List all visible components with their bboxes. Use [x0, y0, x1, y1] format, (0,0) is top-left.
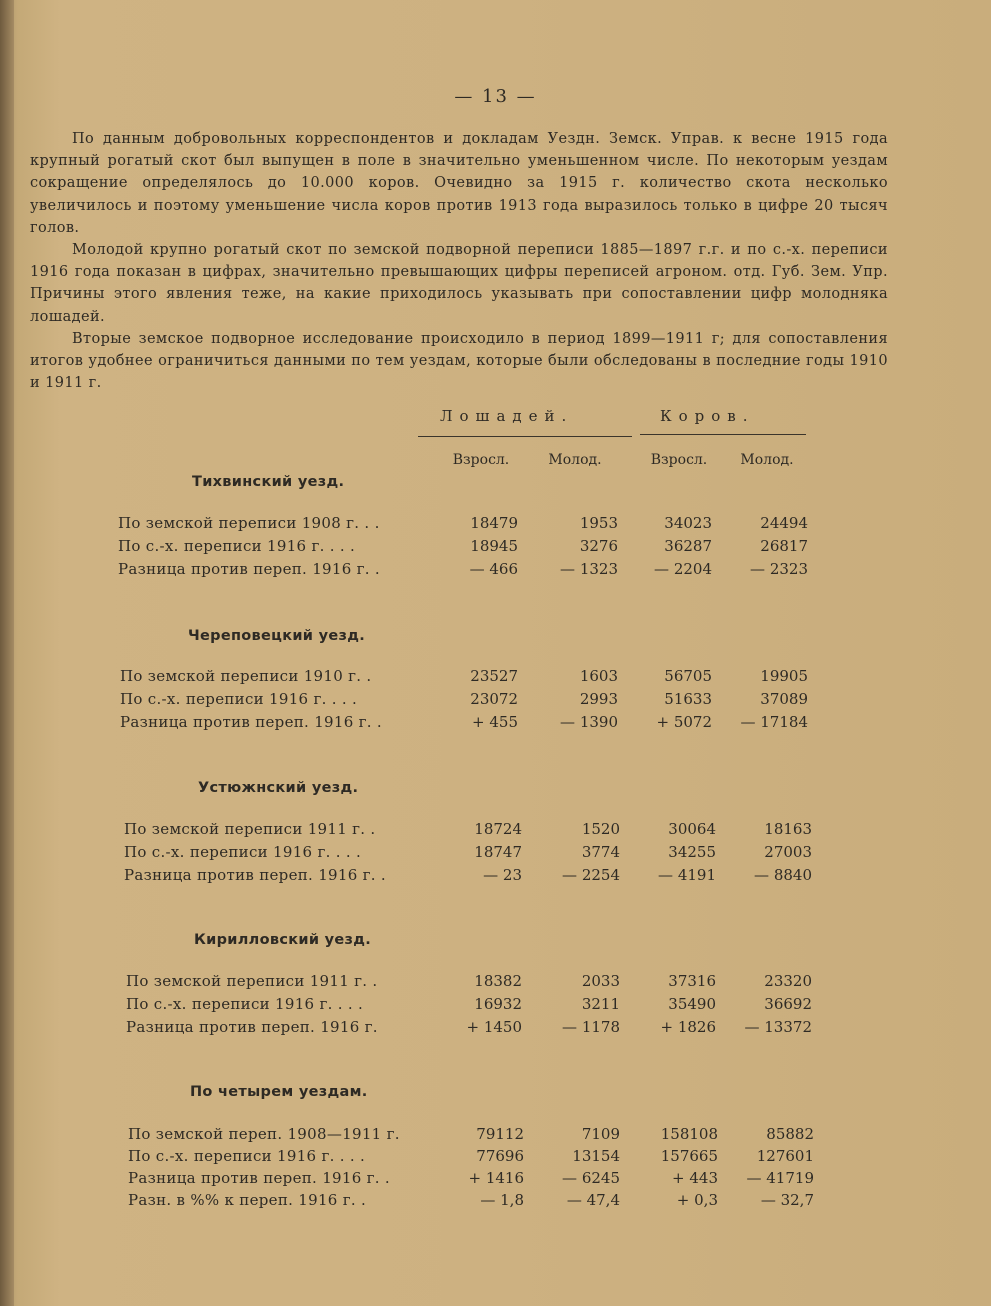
table-row: [0, 1191, 991, 1213]
cell-cows-young: — 41719: [746, 1169, 814, 1187]
cell-cows-adult: + 443: [672, 1169, 718, 1187]
cell-horses-young: 3276: [579, 537, 618, 555]
cell-horses-adult: 79112: [476, 1125, 524, 1143]
row-label: По земской переписи 1911 г. .: [124, 820, 376, 838]
cell-horses-young: — 1178: [562, 1018, 620, 1036]
intro-paragraph: Вторые земское подворное исследование происходило в период 1899—1911 г; для сопоставления итогов удобнее ограничиться данными по тем уездам, которые были обследованы в последние годы 1910 и 1911 г.: [30, 330, 888, 392]
row-label: По с.-х. переписи 1916 г. . . .: [120, 690, 358, 708]
row-label: По с.-х. переписи 1916 г. . . .: [124, 843, 362, 861]
table-row: [0, 713, 991, 735]
cell-cows-young: 18163: [764, 820, 812, 838]
cell-cows-young: — 2323: [750, 560, 808, 578]
row-label: По с.-х. переписи 1916 г. . . .: [128, 1147, 366, 1165]
cell-cows-adult: 30064: [668, 820, 716, 838]
cell-horses-adult: 18724: [474, 820, 522, 838]
row-label: Разница против переп. 1916 г. .: [124, 866, 386, 884]
cell-cows-adult: + 1826: [660, 1018, 716, 1036]
cell-cows-young: — 13372: [744, 1018, 812, 1036]
table-row: [0, 1125, 991, 1147]
cell-horses-adult: 18747: [474, 843, 522, 861]
cell-cows-adult: + 0,3: [676, 1191, 718, 1209]
cell-cows-adult: 56705: [664, 667, 712, 685]
intro-text: [30, 128, 888, 394]
cell-horses-adult: 16932: [474, 995, 522, 1013]
cell-horses-young: 1520: [581, 820, 620, 838]
cell-cows-adult: 34255: [668, 843, 716, 861]
table-row: [0, 537, 991, 559]
cell-horses-young: 1953: [579, 514, 618, 532]
table-row: [0, 820, 991, 842]
cell-cows-adult: 36287: [664, 537, 712, 555]
cell-horses-young: 7109: [581, 1125, 620, 1143]
cell-cows-young: 27003: [764, 843, 812, 861]
row-label: Разница против переп. 1916 г. .: [120, 713, 382, 731]
cell-horses-young: — 2254: [562, 866, 620, 884]
row-label: Разница против переп. 1916 г.: [126, 1018, 378, 1036]
table-row: [0, 514, 991, 536]
cell-horses-young: 1603: [579, 667, 618, 685]
row-label: По с.-х. переписи 1916 г. . . .: [118, 537, 356, 555]
table-row: [0, 995, 991, 1017]
table-row: [0, 1147, 991, 1169]
section-title: Череповецкий уезд.: [188, 628, 366, 644]
cell-cows-young: 37089: [760, 690, 808, 708]
table-row: [0, 690, 991, 712]
row-label: По с.-х. переписи 1916 г. . . .: [126, 995, 364, 1013]
cell-horses-young: 13154: [572, 1147, 620, 1165]
cell-horses-adult: 77696: [476, 1147, 524, 1165]
row-label: Разница против переп. 1916 г. .: [118, 560, 380, 578]
table-row: [0, 667, 991, 689]
row-label: По земской переписи 1911 г. .: [126, 972, 378, 990]
cell-horses-adult: — 1,8: [480, 1191, 524, 1209]
section-title: Устюжнский уезд.: [198, 780, 359, 796]
cell-cows-adult: 51633: [664, 690, 712, 708]
table-row: [0, 843, 991, 865]
row-label: По земской переп. 1908—1911 г.: [128, 1125, 400, 1143]
cell-horses-young: 3211: [581, 995, 620, 1013]
cell-horses-adult: — 23: [483, 866, 522, 884]
cell-cows-adult: — 4191: [658, 866, 716, 884]
column-cows-young: Молод.: [740, 452, 794, 468]
cell-horses-adult: 23072: [470, 690, 518, 708]
book-spine-shadow: [0, 0, 14, 1306]
table-row: [0, 1018, 991, 1040]
table-row: [0, 560, 991, 582]
row-label: Разница против переп. 1916 г. .: [128, 1169, 390, 1187]
cell-horses-adult: 23527: [470, 667, 518, 685]
cell-horses-young: — 47,4: [566, 1191, 620, 1209]
row-label: По земской переписи 1908 г. . .: [118, 514, 380, 532]
header-rule-cows: [640, 434, 806, 435]
cell-cows-young: 85882: [766, 1125, 814, 1143]
cell-cows-young: 19905: [760, 667, 808, 685]
cell-horses-young: — 6245: [562, 1169, 620, 1187]
cell-cows-adult: 35490: [668, 995, 716, 1013]
cell-horses-adult: 18382: [474, 972, 522, 990]
cell-cows-young: 23320: [764, 972, 812, 990]
cell-cows-young: 24494: [760, 514, 808, 532]
table-row: [0, 866, 991, 888]
cell-cows-adult: — 2204: [654, 560, 712, 578]
table-row: [0, 1169, 991, 1191]
intro-paragraph: По данным добровольных корреспондентов и докладам Уездн. Земск. Управ. к весне 1915 года крупный рогатый скот был выпущен в поле в значительно уменьшенном числе. По некоторым уездам сокращение определялось до 10.000 коров. Очевидно за 1915 г. количество скота несколько увеличилось и поэтому уменьшение числа коров против 1913 года выразилось только в цифре 20 тысяч голов.: [30, 131, 888, 236]
cell-horses-adult: + 1450: [466, 1018, 522, 1036]
cell-horses-young: — 1323: [560, 560, 618, 578]
column-group-horses: Лошадей.: [440, 407, 574, 425]
cell-cows-adult: 157665: [660, 1147, 718, 1165]
cell-cows-adult: 34023: [664, 514, 712, 532]
cell-cows-adult: 158108: [660, 1125, 718, 1143]
cell-cows-young: 127601: [756, 1147, 814, 1165]
cell-cows-young: 26817: [760, 537, 808, 555]
column-group-cows: Коров.: [660, 407, 755, 425]
row-label: По земской переписи 1910 г. .: [120, 667, 372, 685]
column-horses-young: Молод.: [548, 452, 602, 468]
cell-horses-adult: — 466: [469, 560, 518, 578]
column-horses-adult: Взросл.: [452, 452, 510, 468]
intro-paragraph: Молодой крупно рогатый скот по земской подворной переписи 1885—1897 г.г. и по с.-х. переписи 1916 года показан в цифрах, значительно превышающих цифры переписей агроном. отд. Губ. Зем. Упр. Причины этого явления теже, на какие приходилось указывать при сопоставлении цифр молодняка лошадей.: [30, 242, 888, 325]
column-cows-adult: Взросл.: [650, 452, 708, 468]
cell-horses-adult: + 455: [472, 713, 518, 731]
section-title: По четырем уездам.: [190, 1084, 368, 1100]
cell-cows-adult: 37316: [668, 972, 716, 990]
cell-cows-young: 36692: [764, 995, 812, 1013]
section-title: Тихвинский уезд.: [192, 474, 345, 490]
cell-horses-adult: 18945: [470, 537, 518, 555]
cell-horses-young: 3774: [581, 843, 620, 861]
cell-horses-young: — 1390: [560, 713, 618, 731]
page-number: — 13 —: [454, 86, 537, 107]
cell-horses-adult: 18479: [470, 514, 518, 532]
header-rule-horses: [418, 436, 632, 437]
cell-cows-young: — 17184: [740, 713, 808, 731]
cell-cows-young: — 32,7: [760, 1191, 814, 1209]
cell-horses-young: 2993: [579, 690, 618, 708]
section-title: Кирилловский уезд.: [194, 932, 372, 948]
cell-cows-young: — 8840: [754, 866, 812, 884]
cell-horses-adult: + 1416: [468, 1169, 524, 1187]
cell-cows-adult: + 5072: [656, 713, 712, 731]
row-label: Разн. в %% к переп. 1916 г. .: [128, 1191, 367, 1209]
cell-horses-young: 2033: [581, 972, 620, 990]
table-row: [0, 972, 991, 994]
